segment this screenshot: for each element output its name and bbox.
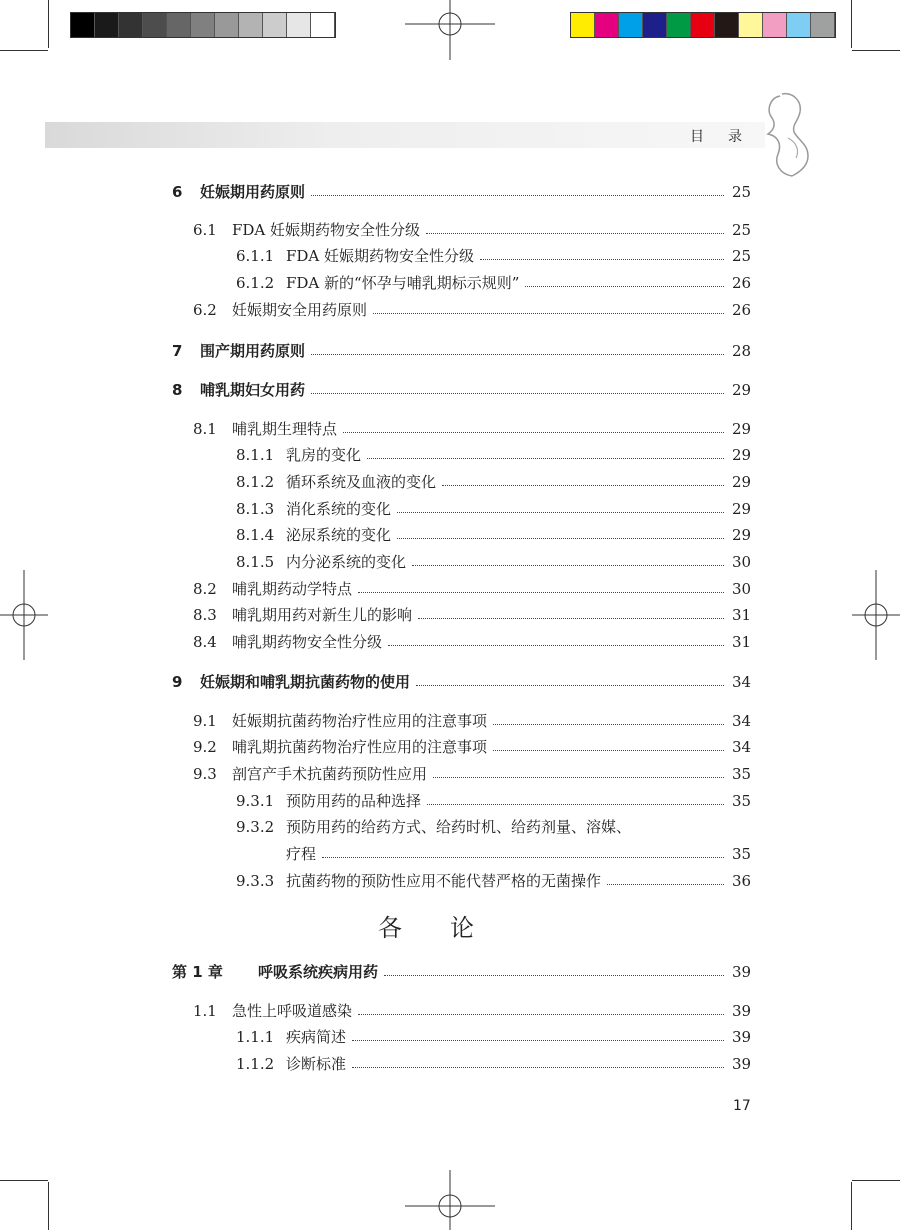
toc-row[interactable]	[0, 1025, 900, 1049]
toc-title: 呼吸系统疾病用药	[258, 963, 379, 981]
toc-number: 6	[172, 183, 183, 201]
gray-swatch	[215, 13, 239, 37]
toc-row[interactable]	[0, 1052, 900, 1076]
toc-row[interactable]	[0, 630, 900, 654]
toc-page: 29	[732, 500, 752, 518]
toc-row[interactable]	[0, 180, 900, 204]
color-swatch	[619, 13, 643, 37]
toc-number: 8.4	[193, 633, 217, 651]
toc-number: 6.1	[193, 221, 217, 239]
toc-leader	[384, 960, 724, 976]
toc-title: 妊娠期安全用药原则	[232, 301, 368, 319]
toc-leader	[358, 577, 724, 593]
header-title: 目录	[690, 129, 766, 145]
toc-leader	[311, 378, 724, 394]
toc-title: 妊娠期抗菌药物治疗性应用的注意事项	[232, 712, 488, 730]
toc-number: 8.2	[193, 580, 217, 598]
gray-swatch	[287, 13, 311, 37]
gray-swatch	[263, 13, 287, 37]
color-calibration-bar	[570, 12, 836, 38]
toc-page: 26	[732, 274, 752, 292]
toc-page: 34	[732, 738, 752, 756]
toc-row[interactable]	[0, 298, 900, 322]
toc-number: 8.1	[193, 420, 217, 438]
toc-number: 8.3	[193, 606, 217, 624]
toc-leader	[322, 842, 724, 858]
toc-title: 泌尿系统的变化	[286, 526, 392, 544]
toc-page: 25	[732, 247, 752, 265]
toc-title: 诊断标准	[286, 1055, 347, 1073]
toc-leader	[397, 523, 724, 539]
toc-row[interactable]	[0, 550, 900, 574]
toc-row[interactable]	[0, 709, 900, 733]
toc-number: 8.1.3	[236, 500, 275, 518]
toc-title: 妊娠期和哺乳期抗菌药物的使用	[200, 673, 411, 691]
toc-title: 预防用药的品种选择	[286, 792, 422, 810]
toc-leader	[418, 603, 724, 619]
header-band	[45, 122, 765, 148]
toc-leader	[493, 709, 724, 725]
toc-row[interactable]	[0, 244, 900, 268]
toc-number: 8	[172, 381, 183, 399]
toc-page: 31	[732, 606, 752, 624]
color-swatch	[571, 13, 595, 37]
toc-number: 9.2	[193, 738, 217, 756]
toc-leader	[311, 180, 724, 196]
toc-leader	[433, 762, 724, 778]
toc-row[interactable]	[0, 842, 900, 866]
toc-number: 9	[172, 673, 183, 691]
color-swatch	[787, 13, 811, 37]
gray-swatch	[119, 13, 143, 37]
toc-number: 9.3.2	[236, 818, 275, 836]
toc-page: 28	[732, 342, 752, 360]
toc-leader	[426, 218, 724, 234]
toc-leader	[412, 550, 724, 566]
toc-page: 35	[732, 765, 752, 783]
toc-leader	[373, 298, 724, 314]
toc-title: 疾病简述	[286, 1028, 347, 1046]
grayscale-calibration-bar	[70, 12, 336, 38]
toc-row[interactable]	[0, 339, 900, 363]
toc-row[interactable]	[0, 960, 900, 984]
color-swatch	[763, 13, 787, 37]
toc-page: 39	[732, 1055, 752, 1073]
toc-leader	[427, 789, 724, 805]
toc-number: 6.2	[193, 301, 217, 319]
toc-leader	[388, 630, 724, 646]
gray-swatch	[95, 13, 119, 37]
toc-title: 哺乳期妇女用药	[200, 381, 306, 399]
toc-row[interactable]	[0, 378, 900, 402]
toc-title: 乳房的变化	[286, 446, 362, 464]
toc-page: 29	[732, 446, 752, 464]
toc-number: 6.1.1	[236, 247, 275, 265]
toc-title: 循环系统及血液的变化	[286, 473, 437, 491]
color-swatch	[715, 13, 739, 37]
toc-number: 6.1.2	[236, 274, 275, 292]
toc-number: 7	[172, 342, 183, 360]
registration-mark-top	[405, 0, 495, 60]
toc-row[interactable]	[0, 443, 900, 467]
toc-leader	[397, 497, 724, 513]
toc-title: 消化系统的变化	[286, 500, 392, 518]
toc-title: FDA 妊娠期药物安全性分级	[232, 221, 421, 239]
toc-page: 29	[732, 420, 752, 438]
toc-leader	[607, 869, 724, 885]
toc-page: 36	[732, 872, 752, 890]
toc-page: 30	[732, 553, 752, 571]
toc-title: 内分泌系统的变化	[286, 553, 407, 571]
gray-swatch	[71, 13, 95, 37]
toc-leader	[352, 1025, 724, 1041]
color-swatch	[595, 13, 619, 37]
toc-number: 9.3.3	[236, 872, 275, 890]
toc-leader	[367, 443, 724, 459]
toc-page: 35	[732, 845, 752, 863]
toc-title: FDA 妊娠期药物安全性分级	[286, 247, 475, 265]
toc-row[interactable]	[0, 417, 900, 441]
toc-number: 1.1.2	[236, 1055, 275, 1073]
toc-number: 8.1.5	[236, 553, 275, 571]
toc-row[interactable]	[0, 670, 900, 694]
toc-page: 34	[732, 673, 752, 691]
toc-title: 围产期用药原则	[200, 342, 306, 360]
toc-leader	[343, 417, 724, 433]
toc-title: 哺乳期药物安全性分级	[232, 633, 383, 651]
section-heading: 各论	[378, 914, 522, 942]
toc-page: 34	[732, 712, 752, 730]
toc-number: 8.1.2	[236, 473, 275, 491]
toc-leader	[525, 271, 724, 287]
toc-number: 8.1.1	[236, 446, 275, 464]
toc-title: 哺乳期用药对新生儿的影响	[232, 606, 413, 624]
toc-number: 1.1.1	[236, 1028, 275, 1046]
toc-title: 剖宫产手术抗菌药预防性应用	[232, 765, 428, 783]
toc-row[interactable]	[0, 815, 900, 839]
toc-page: 39	[732, 1002, 752, 1020]
toc-number: 第 1 章	[172, 963, 223, 981]
toc-row[interactable]	[0, 470, 900, 494]
toc-page: 39	[732, 963, 752, 981]
toc-title: 哺乳期生理特点	[232, 420, 338, 438]
toc-row[interactable]	[0, 999, 900, 1023]
toc-page: 26	[732, 301, 752, 319]
toc-row[interactable]	[0, 523, 900, 547]
toc-leader	[352, 1052, 724, 1068]
toc-page: 30	[732, 580, 752, 598]
toc-page: 29	[732, 473, 752, 491]
color-swatch	[739, 13, 763, 37]
toc-title: 哺乳期药动学特点	[232, 580, 353, 598]
toc-page: 29	[732, 381, 752, 399]
toc-leader	[416, 670, 724, 686]
toc-page: 31	[732, 633, 752, 651]
toc-title: 妊娠期用药原则	[200, 183, 306, 201]
toc-leader	[493, 735, 724, 751]
gray-swatch	[311, 13, 335, 37]
toc-number: 9.1	[193, 712, 217, 730]
toc-page: 29	[732, 526, 752, 544]
toc-row[interactable]	[0, 497, 900, 521]
color-swatch	[643, 13, 667, 37]
toc-row[interactable]	[0, 762, 900, 786]
toc-leader	[442, 470, 724, 486]
pregnant-woman-icon	[752, 88, 816, 180]
toc-row[interactable]	[0, 603, 900, 627]
toc-row[interactable]	[0, 735, 900, 759]
color-swatch	[667, 13, 691, 37]
toc-title: 急性上呼吸道感染	[232, 1002, 353, 1020]
toc-title: 疗程	[286, 845, 317, 863]
toc-leader	[358, 999, 724, 1015]
toc-leader	[480, 244, 724, 260]
toc-number: 8.1.4	[236, 526, 275, 544]
toc-title: FDA 新的“怀孕与哺乳期标示规则”	[286, 274, 520, 292]
color-swatch	[811, 13, 835, 37]
registration-mark-bottom	[405, 1170, 495, 1230]
gray-swatch	[191, 13, 215, 37]
page-number: 17	[733, 1098, 751, 1114]
toc-row[interactable]	[0, 869, 900, 893]
toc-page: 39	[732, 1028, 752, 1046]
toc-page: 25	[732, 221, 752, 239]
toc-title: 预防用药的给药方式、给药时机、给药剂量、溶媒、	[286, 818, 632, 836]
toc-number: 1.1	[193, 1002, 217, 1020]
toc-number: 9.3	[193, 765, 217, 783]
toc-title: 哺乳期抗菌药物治疗性应用的注意事项	[232, 738, 488, 756]
toc-row[interactable]	[0, 577, 900, 601]
toc-leader	[311, 339, 724, 355]
toc-page: 35	[732, 792, 752, 810]
gray-swatch	[239, 13, 263, 37]
gray-swatch	[167, 13, 191, 37]
toc-row[interactable]	[0, 218, 900, 242]
toc-number: 9.3.1	[236, 792, 275, 810]
toc-page: 25	[732, 183, 752, 201]
toc-title: 抗菌药物的预防性应用不能代替严格的无菌操作	[286, 872, 602, 890]
toc-row[interactable]	[0, 271, 900, 295]
color-swatch	[691, 13, 715, 37]
gray-swatch	[143, 13, 167, 37]
toc-row[interactable]	[0, 789, 900, 813]
